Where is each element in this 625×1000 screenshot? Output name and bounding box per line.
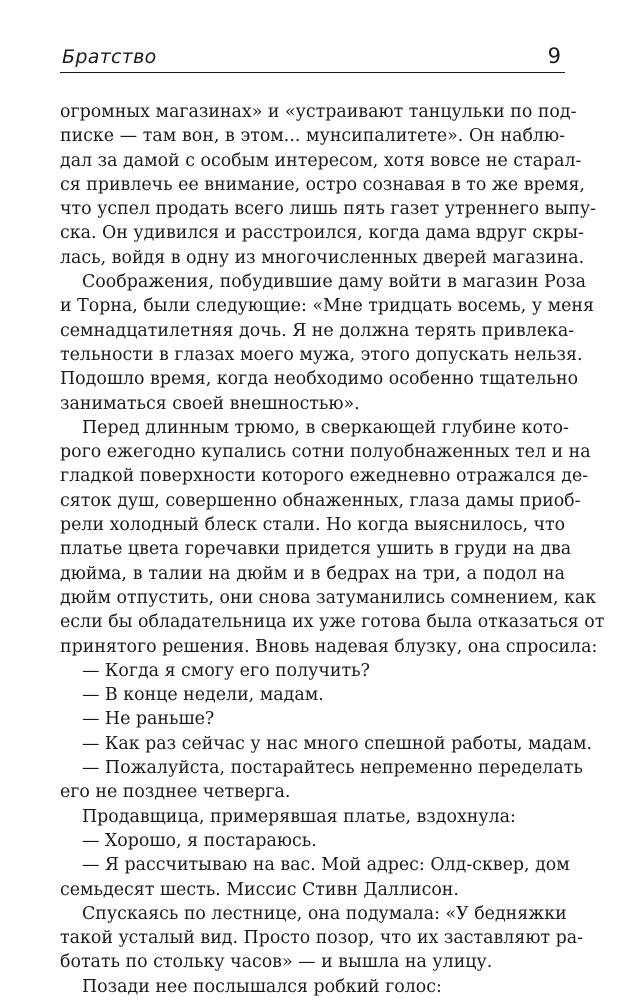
text-line: рели холодный блеск стали. Но когда выяснилось, что xyxy=(60,515,566,536)
text-line: — Как раз сейчас у нас много спешной работы, мадам. xyxy=(82,733,593,754)
text-line: рого ежегодно купались сотни полуобнаженных тел и на xyxy=(60,442,591,463)
text-line: семнадцатилетняя дочь. Я не должна терять привлека- xyxy=(60,320,575,341)
text-line: что успел продать всего лишь пять газет утреннего выпу- xyxy=(60,199,596,220)
text-line: Спускаясь по лестнице, она подумала: «У бедняжки xyxy=(82,903,567,924)
text-line: сяток душ, совершенно обнаженных, глаза дамы приоб- xyxy=(60,490,581,511)
text-line: если бы обладательница их уже готова была отказаться от xyxy=(60,612,605,633)
text-line: — Не раньше? xyxy=(82,709,215,730)
text-line: дюйм отпустить, они снова затуманились сомнением, как xyxy=(60,587,597,608)
text-line: лась, войдя в одну из многочисленных дверей магазина. xyxy=(60,247,585,268)
text-line: тельности в глазах моего мужа, этого допускать нельзя. xyxy=(60,344,583,365)
running-header xyxy=(60,40,565,73)
text-line: — Пожалуйста, постарайтесь непременно переделать xyxy=(82,758,583,779)
text-line: такой усталый вид. Просто позор, что их заставляют ра- xyxy=(60,928,583,949)
running-title: Братство xyxy=(62,46,157,68)
text-line: писке — там вон, в этом... мунсипалитете». Он наблю- xyxy=(60,126,565,147)
text-line: Подошло время, когда необходимо особенно тщательно xyxy=(60,369,579,390)
text-line: — Хорошо, я постараюсь. xyxy=(82,830,317,851)
text-line: Перед длинным трюмо, в сверкающей глубине кото- xyxy=(82,417,569,438)
text-line: — Я рассчитываю на вас. Мой адрес: Олд-сквер, дом xyxy=(82,855,570,876)
text-line: и Торна, были следующие: «Мне тридцать восемь, у меня xyxy=(60,296,594,317)
text-line: заниматься своей внешностью». xyxy=(60,393,360,414)
text-line: дал за дамой с особым интересом, хотя вовсе не старал- xyxy=(60,150,582,171)
text-line: платье цвета горечавки придется ушить в груди на два xyxy=(60,539,572,560)
text-line: принятого решения. Вновь надевая блузку, она спросила: xyxy=(60,636,598,657)
text-line: — Когда я смогу его получить? xyxy=(82,660,370,681)
text-line: Продавщица, примерявшая платье, вздохнула: xyxy=(82,806,516,827)
text-line: дюйма, в талии на дюйм и в бедрах на три, а подол на xyxy=(60,563,565,584)
page-number: 9 xyxy=(547,44,561,68)
text-line: ботать по стольку часов» — и вышла на улицу. xyxy=(60,952,493,973)
text-line: гладкой поверхности которого ежедневно отражался де- xyxy=(60,466,589,487)
book-page xyxy=(60,40,605,999)
text-line: ся привлечь ее внимание, остро сознавая в то же время, xyxy=(60,174,585,195)
text-line: огромных магазинах» и «устраивают танцульки по под- xyxy=(60,102,577,122)
text-line: Соображения, побудившие даму войти в магазин Роза xyxy=(82,272,587,293)
text-line: — В конце недели, мадам. xyxy=(82,685,324,706)
text-line: его не позднее четверга. xyxy=(60,782,291,803)
text-line: Позади нее послышался робкий голос: xyxy=(82,976,442,997)
text-line: семьдесят шесть. Миссис Стивн Даллисон. xyxy=(60,879,459,900)
text-line: ска. Он удивился и расстроился, когда дама вдруг скры- xyxy=(60,223,584,244)
body-text xyxy=(60,100,605,999)
